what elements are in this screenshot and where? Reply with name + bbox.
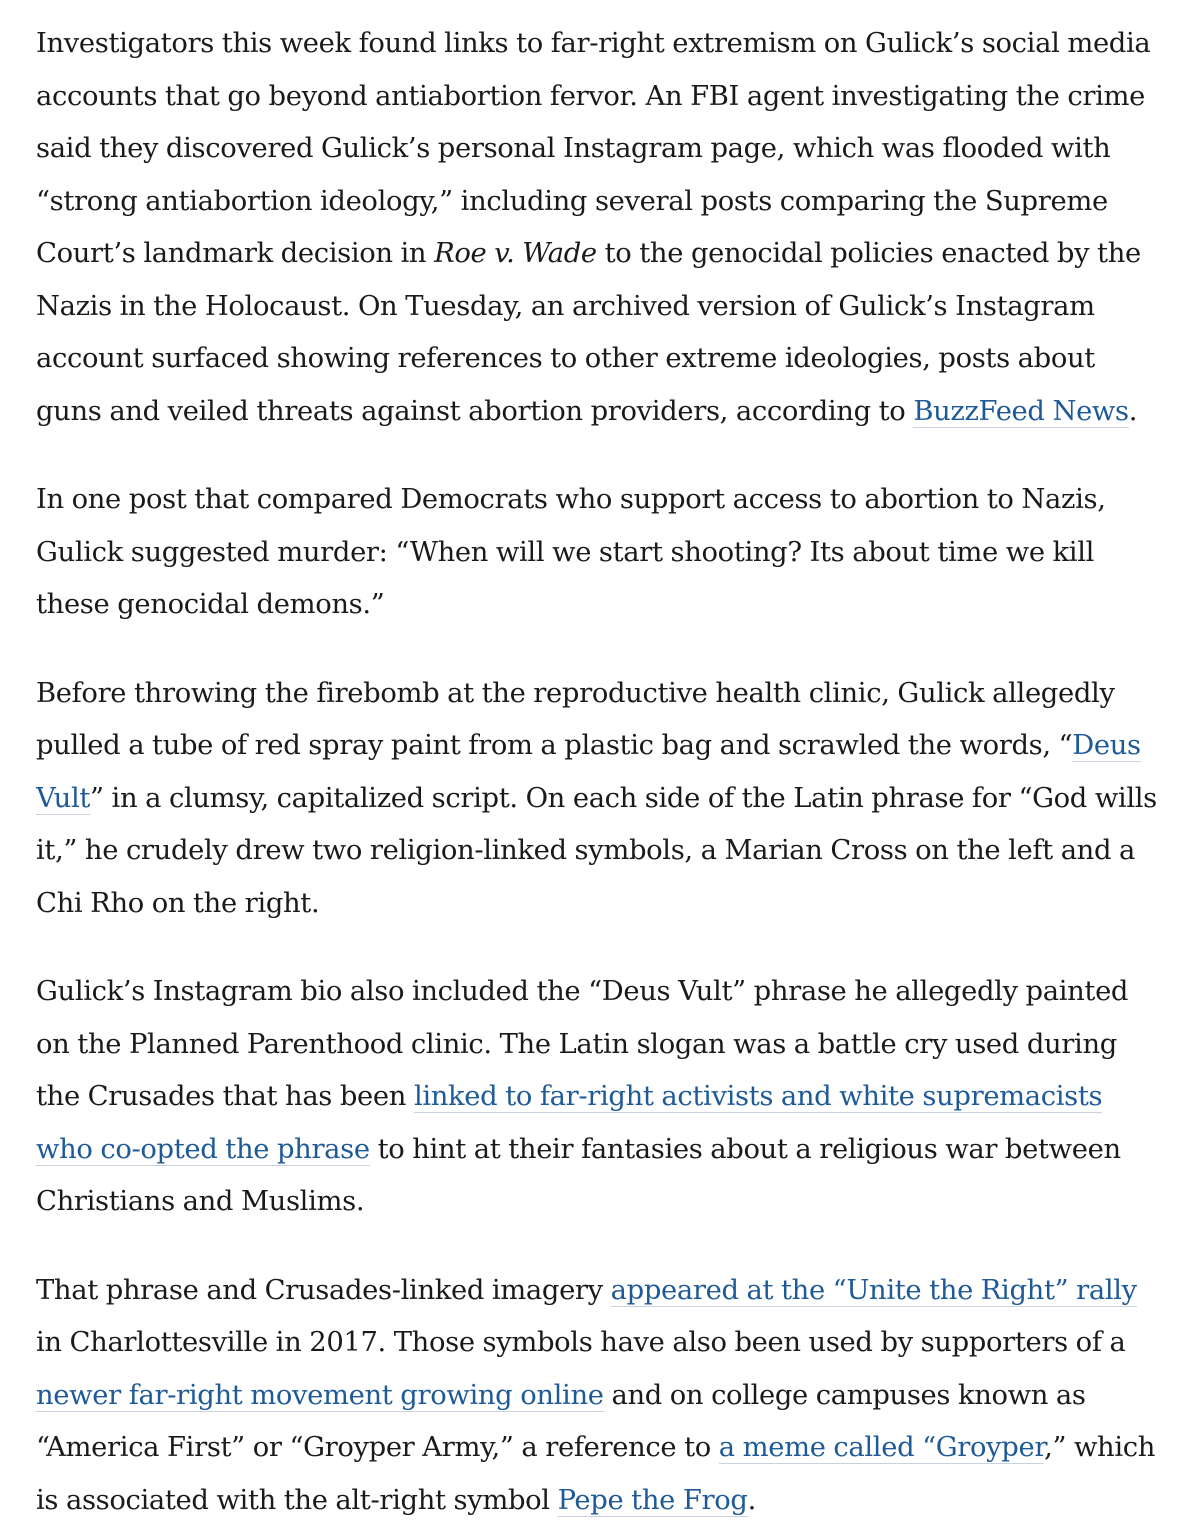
text-run: to hint at their fantasies about a religious war between Christians and Muslims. — [36, 1133, 1121, 1217]
text-run: to the genocidal policies enacted by the Nazis in the Holocaust. On Tuesday, an archived version of Gulick’s Instagram account surfaced showing references to other extreme ideologies, posts about guns and veiled threats against abortion providers, according to — [36, 238, 1141, 427]
text-run: That phrase and Crusades-linked imagery — [36, 1274, 611, 1306]
text-run: . — [747, 1484, 756, 1516]
paragraph-4 — [36, 966, 1161, 1229]
text-run: ” in a clumsy, capitalized script. On each side of the Latin phrase for “God wills it,” he crudely drew two religion-linked symbols, a Marian Cross on the left and a Chi Rho on the right. — [36, 782, 1157, 919]
link-co-opted-phrase[interactable]: who co-opted the phrase — [36, 1133, 370, 1165]
link-far-right-activists[interactable]: linked to far-right activists and white supremacists — [413, 1081, 1103, 1112]
link-buzzfeed-news[interactable]: BuzzFeed News — [913, 395, 1129, 427]
text-run: Before throwing the firebomb at the reproductive health clinic, Gulick allegedly pulled a tube of red spray paint from a plastic bag and scrawled the words, “ — [36, 677, 1115, 761]
link-deus-vult[interactable]: Deus Vult — [36, 730, 1141, 814]
link-pepe-the-frog[interactable]: Pepe the Frog — [557, 1484, 748, 1516]
link-far-right-movement[interactable]: newer far-right movement growing online — [36, 1379, 604, 1411]
text-run: in Charlottesville in 2017. Those symbols have also been used by supporters of a — [36, 1327, 1126, 1358]
paragraph-3 — [36, 668, 1161, 931]
paragraph-1 — [36, 18, 1161, 438]
text-run: In one post that compared Democrats who support access to abortion to Nazis, Gulick suggested murder: “When will we start shooting? Its about time we kill these genocidal demons.” — [36, 484, 1106, 620]
paragraph-5 — [36, 1265, 1161, 1528]
text-run: and on college campuses known as “America First” or “Groyper Army,” a reference to — [36, 1379, 1086, 1463]
text-run: . — [1128, 395, 1138, 427]
article-body — [36, 18, 1161, 1527]
text-run: Investigators this week found links to far-right extremism on Gulick’s social media accounts that go beyond antiabortion fervor. An FBI agent investigating the crime said they discovered Gulick’s personal Instagram page, which was flooded with “strong antiabortion ideology,” including several posts comparing the Supreme Court’s landmark decision in — [36, 28, 1151, 269]
link-unite-the-right-rally[interactable]: appeared at the “Unite the Right” rally — [610, 1274, 1137, 1306]
link-groyper-meme[interactable]: a meme called “Groyper — [718, 1432, 1045, 1463]
text-run: ,” which is associated with the alt-right symbol — [36, 1432, 1156, 1516]
paragraph-2 — [36, 474, 1161, 632]
italic-case-name: Roe v. Wade — [434, 238, 597, 269]
text-run: Gulick’s Instagram bio also included the “Deus Vult” phrase he allegedly painted on the Planned Parenthood clinic. The Latin slogan was a battle cry used during the Crusades that has been — [36, 976, 1129, 1112]
